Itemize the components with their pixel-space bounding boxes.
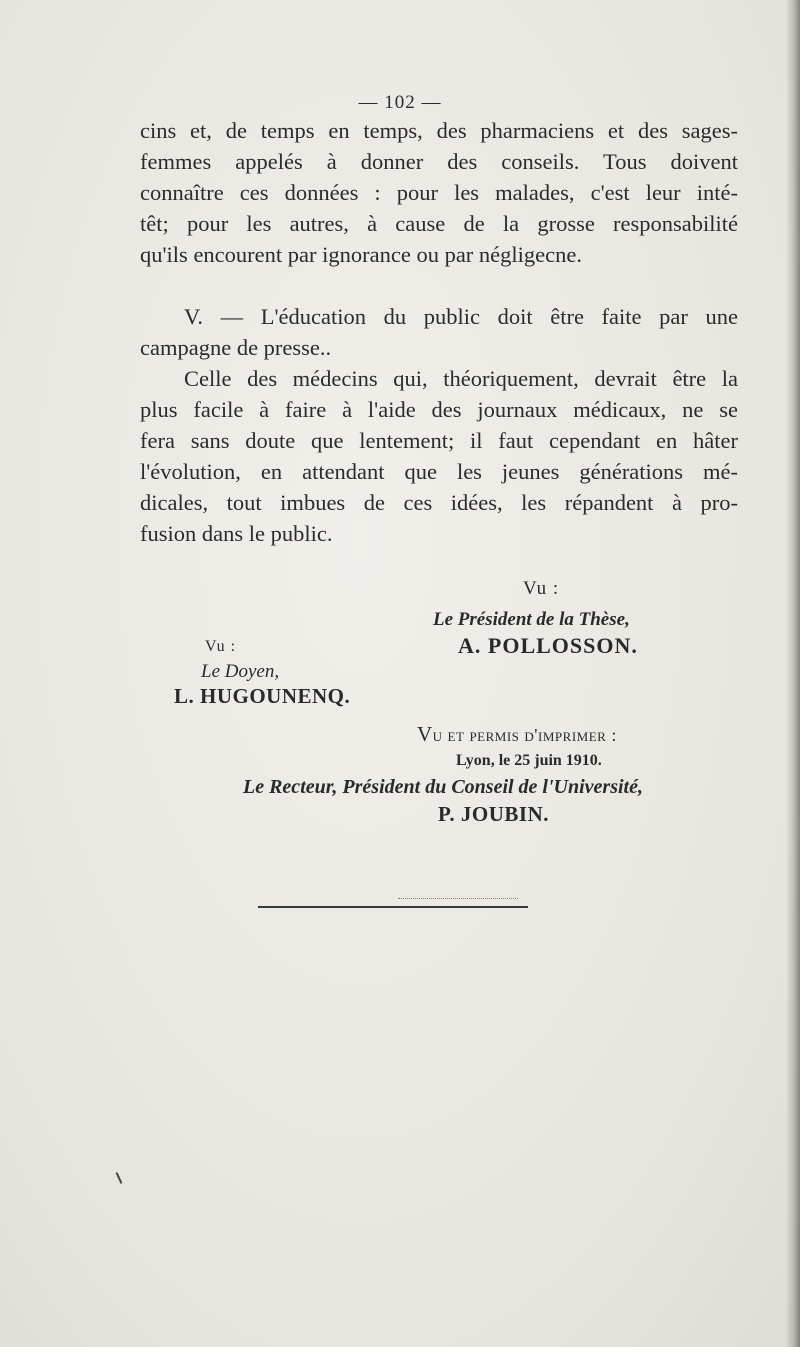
closing-rule	[258, 906, 528, 908]
doyen-title: Le Doyen,	[201, 661, 280, 682]
text-line: connaître ces données : pour les malades, c'est leur inté-	[140, 180, 738, 205]
stray-mark	[116, 1172, 123, 1184]
text-line: Celle des médecins qui, théoriquement, devrait être la	[184, 366, 738, 391]
text-line: l'évolution, en attendant que les jeunes générations mé-	[140, 459, 738, 484]
vu-doyen-label: Vu :	[205, 638, 237, 655]
text-line: fusion dans le public.	[140, 521, 333, 546]
text-line: cins et, de temps en temps, des pharmaciens et des sages-	[140, 118, 738, 143]
paragraph-2	[140, 301, 738, 549]
text-line: têt; pour les autres, à cause de la grosse responsabilité	[140, 211, 738, 236]
doyen-name: L. HUGOUNENQ.	[174, 684, 351, 708]
text-line: fera sans doute que lentement; il faut cependant en hâter	[140, 428, 738, 453]
text-line: qu'ils encourent par ignorance ou par négligecne.	[140, 242, 583, 267]
vu-permis-rest: u et permis d'imprimer :	[432, 725, 617, 745]
page-number: — 102 —	[358, 92, 442, 113]
president-name: A. POLLOSSON.	[458, 633, 638, 658]
vu-permis-initial: V	[417, 722, 433, 746]
faint-dotted-rule	[398, 898, 518, 899]
paragraph-1	[140, 115, 738, 270]
place-date: Lyon, le 25 juin 1910.	[456, 752, 602, 769]
vu-president-label: Vu :	[523, 578, 560, 599]
text-line: V. — L'éducation du public doit être faite par une	[184, 304, 738, 329]
text-line: dicales, tout imbues de ces idées, les répandent à pro-	[140, 490, 738, 515]
text-line: plus facile à faire à l'aide des journaux médicaux, ne se	[140, 397, 738, 422]
page-edge-shadow	[786, 0, 800, 1347]
text-line: campagne de presse..	[140, 335, 332, 360]
president-title: Le Président de la Thèse,	[433, 609, 630, 630]
vu-permis-label	[417, 722, 617, 747]
recteur-name: P. JOUBIN.	[438, 802, 549, 826]
recteur-title: Le Recteur, Président du Conseil de l'Université,	[243, 776, 643, 798]
text-line: femmes appelés à donner des conseils. Tous doivent	[140, 149, 738, 174]
